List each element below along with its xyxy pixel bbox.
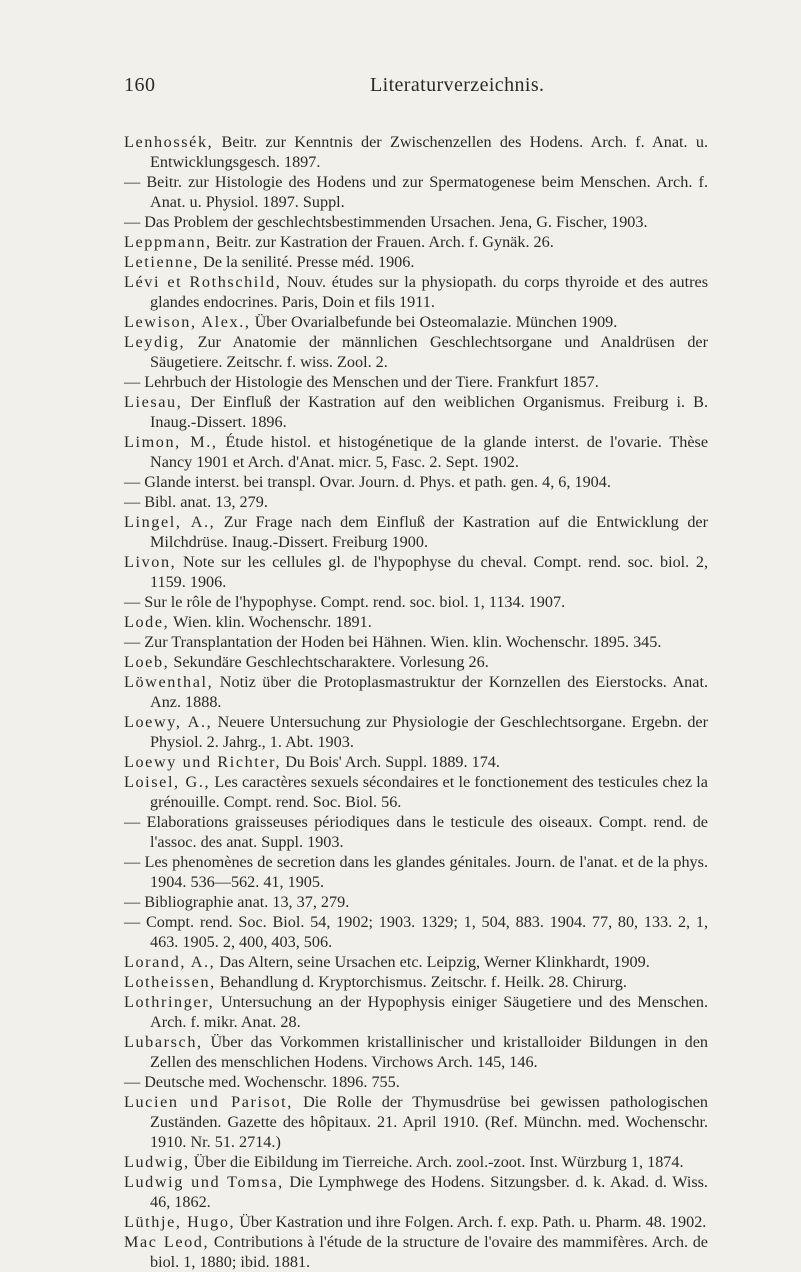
entry-text: Über das Vorkommen kristallinischer und kristalloider Bildungen in den Zellen des menschlichen Hodens. Virchows Arch. 145, 146. <box>150 1033 708 1071</box>
bibliography-entry <box>124 312 708 332</box>
page-number: 160 <box>124 74 156 96</box>
entry-text: — Sur le rôle de l'hypophyse. Compt. rend. soc. biol. 1, 1134. 1907. <box>124 593 566 611</box>
entry-text: — Lehrbuch der Histologie des Menschen und der Tiere. Frankfurt 1857. <box>124 373 599 391</box>
entry-author: Lothringer, <box>124 993 215 1011</box>
bibliography-entry <box>124 432 708 472</box>
bibliography-entry <box>124 372 708 392</box>
bibliography-entry <box>124 652 708 672</box>
entry-text: Zur Frage nach dem Einfluß der Kastration auf die Entwicklung der Milchdrüse. Inaug.-Dissert. Freiburg 1900. <box>150 513 708 551</box>
entry-author: Lingel, A., <box>124 513 216 531</box>
entry-text: Die Lymphwege des Hodens. Sitzungsber. d. k. Akad. d. Wiss. 46, 1862. <box>150 1173 708 1211</box>
bibliography-entry <box>124 1152 708 1172</box>
bibliography-entry <box>124 852 708 892</box>
entry-author: Lewison, Alex., <box>124 313 251 331</box>
bibliography-entry <box>124 332 708 372</box>
running-title: Literaturverzeichnis. <box>370 74 545 96</box>
entry-author: Loewy, A., <box>124 713 213 731</box>
entry-text: Die Rolle der Thymusdrüse bei gewissen pathologischen Zuständen. Gazette des hôpitaux. 21. April 1910. (Ref. Münchn. med. Wochenschr. 1910. Nr. 51. 2714.) <box>150 1093 708 1151</box>
entry-author: Livon, <box>124 553 177 571</box>
bibliography-entry <box>124 1092 708 1152</box>
bibliography-entry <box>124 1232 708 1272</box>
bibliography-entry <box>124 772 708 812</box>
bibliography-entry <box>124 752 708 772</box>
entry-text: Zur Anatomie der männlichen Geschlechtsorgane und Analdrüsen der Säugetiere. Zeitschr. f. wiss. Zool. 2. <box>150 333 708 371</box>
entry-author: Loeb, <box>124 653 170 671</box>
entry-text: Über Kastration und ihre Folgen. Arch. f. exp. Path. u. Pharm. 48. 1902. <box>235 1213 707 1231</box>
bibliography-entry <box>124 592 708 612</box>
bibliography-entry <box>124 812 708 852</box>
entry-author: Ludwig, <box>124 1153 190 1171</box>
bibliography-entry <box>124 912 708 952</box>
entry-text: — Bibliographie anat. 13, 37, 279. <box>124 893 350 911</box>
entry-text: Wien. klin. Wochenschr. 1891. <box>169 613 372 631</box>
bibliography-entry <box>124 472 708 492</box>
entry-text: Der Einfluß der Kastration auf den weiblichen Organismus. Freiburg i. B. Inaug.-Dissert. 1896. <box>150 393 708 431</box>
entry-text: Note sur les cellules gl. de l'hypophyse du cheval. Compt. rend. soc. biol. 2, 1159. 1906. <box>150 553 708 591</box>
bibliography-entry <box>124 672 708 712</box>
entry-text: — Elaborations graisseuses périodiques dans le testicule des oiseaux. Compt. rend. de l'assoc. des anat. Suppl. 1903. <box>124 813 708 851</box>
entry-text: Über die Eibildung im Tierreiche. Arch. zool.-zoot. Inst. Würzburg 1, 1874. <box>189 1153 684 1171</box>
entry-author: Lüthje, Hugo, <box>124 1213 236 1231</box>
entry-author: Leydig, <box>124 333 186 351</box>
entry-author: Loewy und Richter, <box>124 753 282 771</box>
entry-text: — Compt. rend. Soc. Biol. 54, 1902; 1903. 1329; 1, 504, 883. 1904. 77, 80, 133. 2, 1, 463. 1905. 2, 400, 403, 506. <box>124 913 708 951</box>
bibliography-entry <box>124 1072 708 1092</box>
entry-author: Lode, <box>124 613 170 631</box>
entry-text: Les caractères sexuels sécondaires et le fonctionement des testicules chez la grénouille. Compt. rend. Soc. Biol. 56. <box>150 773 708 811</box>
entry-text: Beitr. zur Kenntnis der Zwischenzellen des Hodens. Arch. f. Anat. u. Entwicklungsgesch. 1897. <box>150 133 708 171</box>
entry-author: Löwenthal, <box>124 673 214 691</box>
bibliography-entry <box>124 1212 708 1232</box>
bibliography-entry <box>124 172 708 212</box>
entry-author: Ludwig und Tomsa, <box>124 1173 284 1191</box>
bibliography-entry <box>124 272 708 312</box>
entry-text: — Les phenomènes de secretion dans les glandes génitales. Journ. de l'anat. et de la phys. 1904. 536—562. 41, 1905. <box>124 853 708 891</box>
bibliography-list <box>124 132 708 1272</box>
bibliography-entry <box>124 232 708 252</box>
entry-author: Lenhossék, <box>124 133 214 151</box>
entry-text: Notiz über die Protoplasmastruktur der Kornzellen des Eierstocks. Anat. Anz. 1888. <box>150 673 708 711</box>
bibliography-entry <box>124 512 708 552</box>
bibliography-entry <box>124 892 708 912</box>
bibliography-entry <box>124 392 708 432</box>
entry-text: De la senilité. Presse méd. 1906. <box>199 253 415 271</box>
entry-text: Behandlung d. Kryptorchismus. Zeitschr. f. Heilk. 28. Chirurg. <box>215 973 627 991</box>
entry-text: — Bibl. anat. 13, 279. <box>124 493 268 511</box>
bibliography-entry <box>124 132 708 172</box>
entry-author: Limon, M., <box>124 433 218 451</box>
bibliography-entry <box>124 1032 708 1072</box>
entry-text: Beitr. zur Kastration der Frauen. Arch. f. Gynäk. 26. <box>211 233 554 251</box>
entry-author: Liesau, <box>124 393 183 411</box>
entry-author: Lotheissen, <box>124 973 216 991</box>
entry-author: Letienne, <box>124 253 200 271</box>
entry-text: Über Ovarialbefunde bei Osteomalazie. München 1909. <box>250 313 618 331</box>
entry-text: — Beitr. zur Histologie des Hodens und zur Spermatogenese beim Menschen. Arch. f. Anat. u. Physiol. 1897. Suppl. <box>124 173 708 211</box>
entry-text: Du Bois' Arch. Suppl. 1889. 174. <box>281 753 500 771</box>
bibliography-entry <box>124 632 708 652</box>
entry-author: Leppmann, <box>124 233 212 251</box>
bibliography-entry <box>124 252 708 272</box>
entry-author: Lévi et Rothschild, <box>124 273 282 291</box>
entry-text: — Das Problem der geschlechtsbestimmenden Ursachen. Jena, G. Fischer, 1903. <box>124 213 648 231</box>
entry-text: — Glande interst. bei transpl. Ovar. Journ. d. Phys. et path. gen. 4, 6, 1904. <box>124 473 611 491</box>
entry-text: Sekundäre Geschlechtscharaktere. Vorlesung 26. <box>169 653 489 671</box>
bibliography-entry <box>124 712 708 752</box>
entry-text: Das Altern, seine Ursachen etc. Leipzig, Werner Klinkhardt, 1909. <box>215 953 650 971</box>
entry-text: Neuere Untersuchung zur Physiologie der Geschlechtsorgane. Ergebn. der Physiol. 2. Jahrg., 1. Abt. 1903. <box>150 713 708 751</box>
entry-text: Contributions à l'étude de la structure de l'ovaire des mammifères. Arch. de biol. 1, 1880; ibid. 1881. <box>150 1233 708 1271</box>
bibliography-entry <box>124 952 708 972</box>
bibliography-entry <box>124 492 708 512</box>
entry-author: Lubarsch, <box>124 1033 203 1051</box>
entry-author: Lucien und Parisot, <box>124 1093 293 1111</box>
page-header <box>124 74 694 104</box>
bibliography-entry <box>124 992 708 1032</box>
bibliography-entry <box>124 972 708 992</box>
entry-author: Lorand, A., <box>124 953 216 971</box>
bibliography-entry <box>124 212 708 232</box>
entry-author: Loisel, G., <box>124 773 211 791</box>
entry-author: Mac Leod, <box>124 1233 210 1251</box>
entry-text: Étude histol. et histogénetique de la glande interst. de l'ovarie. Thèse Nancy 1901 et Arch. d'Anat. micr. 5, Fasc. 2. Sept. 1902. <box>150 433 709 471</box>
bibliography-entry <box>124 1172 708 1212</box>
entry-text: — Zur Transplantation der Hoden bei Hähnen. Wien. klin. Wochenschr. 1895. 345. <box>124 633 662 651</box>
bibliography-entry <box>124 612 708 632</box>
bibliography-entry <box>124 552 708 592</box>
entry-text: Untersuchung an der Hypophysis einiger Säugetiere und des Menschen. Arch. f. mikr. Anat. 28. <box>150 993 708 1031</box>
entry-text: Nouv. études sur la physiopath. du corps thyroide et des autres glandes endocrines. Paris, Doin et fils 1911. <box>150 273 708 311</box>
entry-text: — Deutsche med. Wochenschr. 1896. 755. <box>124 1073 400 1091</box>
